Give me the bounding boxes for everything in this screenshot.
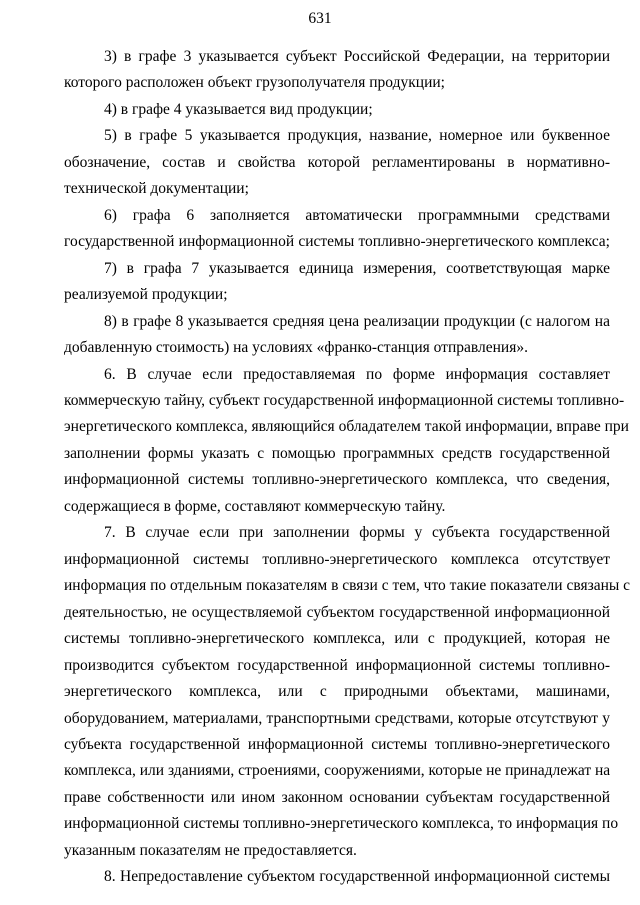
- text-line: информация по отдельным показателям в связи с тем, что такие показатели связаны с: [64, 577, 631, 594]
- text-line: 7) в графа 7 указывается единица измерения, соответствующая марке: [104, 260, 610, 277]
- text-line: 6) графа 6 заполняется автоматически программными средствами: [104, 207, 610, 224]
- text-line: 3) в графе 3 указывается субъект Российской Федерации, на территории: [104, 48, 610, 65]
- text-line: заполнении формы указать с помощью программных средств государственной: [64, 445, 610, 462]
- text-line: деятельностью, не осуществляемой субъектом государственной информационной: [64, 604, 610, 621]
- text-line: информационной системы топливно-энергетического комплекса, что сведения,: [64, 471, 610, 488]
- text-line: праве собственности или ином законном основании субъектам государственной: [64, 789, 610, 806]
- text-line: указанным показателям не предоставляется.: [64, 842, 357, 859]
- text-line: оборудованием, материалами, транспортными средствами, которые отсутствуют у: [64, 710, 610, 727]
- text-line: технической документации;: [64, 180, 249, 197]
- text-line: 5) в графе 5 указывается продукция, название, номерное или буквенное: [104, 127, 610, 144]
- text-line: добавленную стоимость) на условиях «франко-станция отправления».: [64, 339, 528, 356]
- text-line: энергетического комплекса, или с природными объектами, машинами,: [64, 683, 610, 700]
- text-line: государственной информационной системы топливно-энергетического комплекса;: [64, 233, 610, 250]
- text-line: производится субъектом государственной информационной системы топливно-: [64, 657, 610, 674]
- text-line: коммерческую тайну, субъект государственной информационной системы топливно-: [64, 392, 625, 409]
- text-line: 7. В случае если при заполнении формы у субъекта государственной: [104, 524, 610, 541]
- text-line: информационной системы топливно-энергетического комплекса, то информация по: [64, 815, 619, 832]
- text-line: которого расположен объект грузополучателя продукции;: [64, 74, 445, 91]
- page-number: 631: [308, 10, 332, 27]
- text-line: 8. Непредоставление субъектом государственной информационной системы: [104, 868, 610, 885]
- text-line: содержащиеся в форме, составляют коммерческую тайну.: [64, 498, 446, 515]
- text-line: комплекса, или зданиями, строениями, сооружениями, которые не принадлежат на: [64, 762, 611, 779]
- text-line: 4) в графе 4 указывается вид продукции;: [104, 101, 373, 118]
- text-line: 6. В случае если предоставляемая по форме информация составляет: [104, 366, 610, 383]
- text-line: реализуемой продукции;: [64, 286, 228, 303]
- text-line: обозначение, состав и свойства которой регламентированы в нормативно-: [64, 154, 610, 171]
- text-line: субъекта государственной информационной системы топливно-энергетического: [64, 736, 610, 753]
- text-line: 8) в графе 8 указывается средняя цена реализации продукции (с налогом на: [104, 313, 610, 330]
- text-line: информационной системы топливно-энергетического комплекса отсутствует: [64, 551, 610, 568]
- text-line: энергетического комплекса, являющийся обладателем такой информации, вправе при: [64, 418, 629, 435]
- text-line: системы топливно-энергетического комплекса, или с продукцией, которая не: [64, 630, 610, 647]
